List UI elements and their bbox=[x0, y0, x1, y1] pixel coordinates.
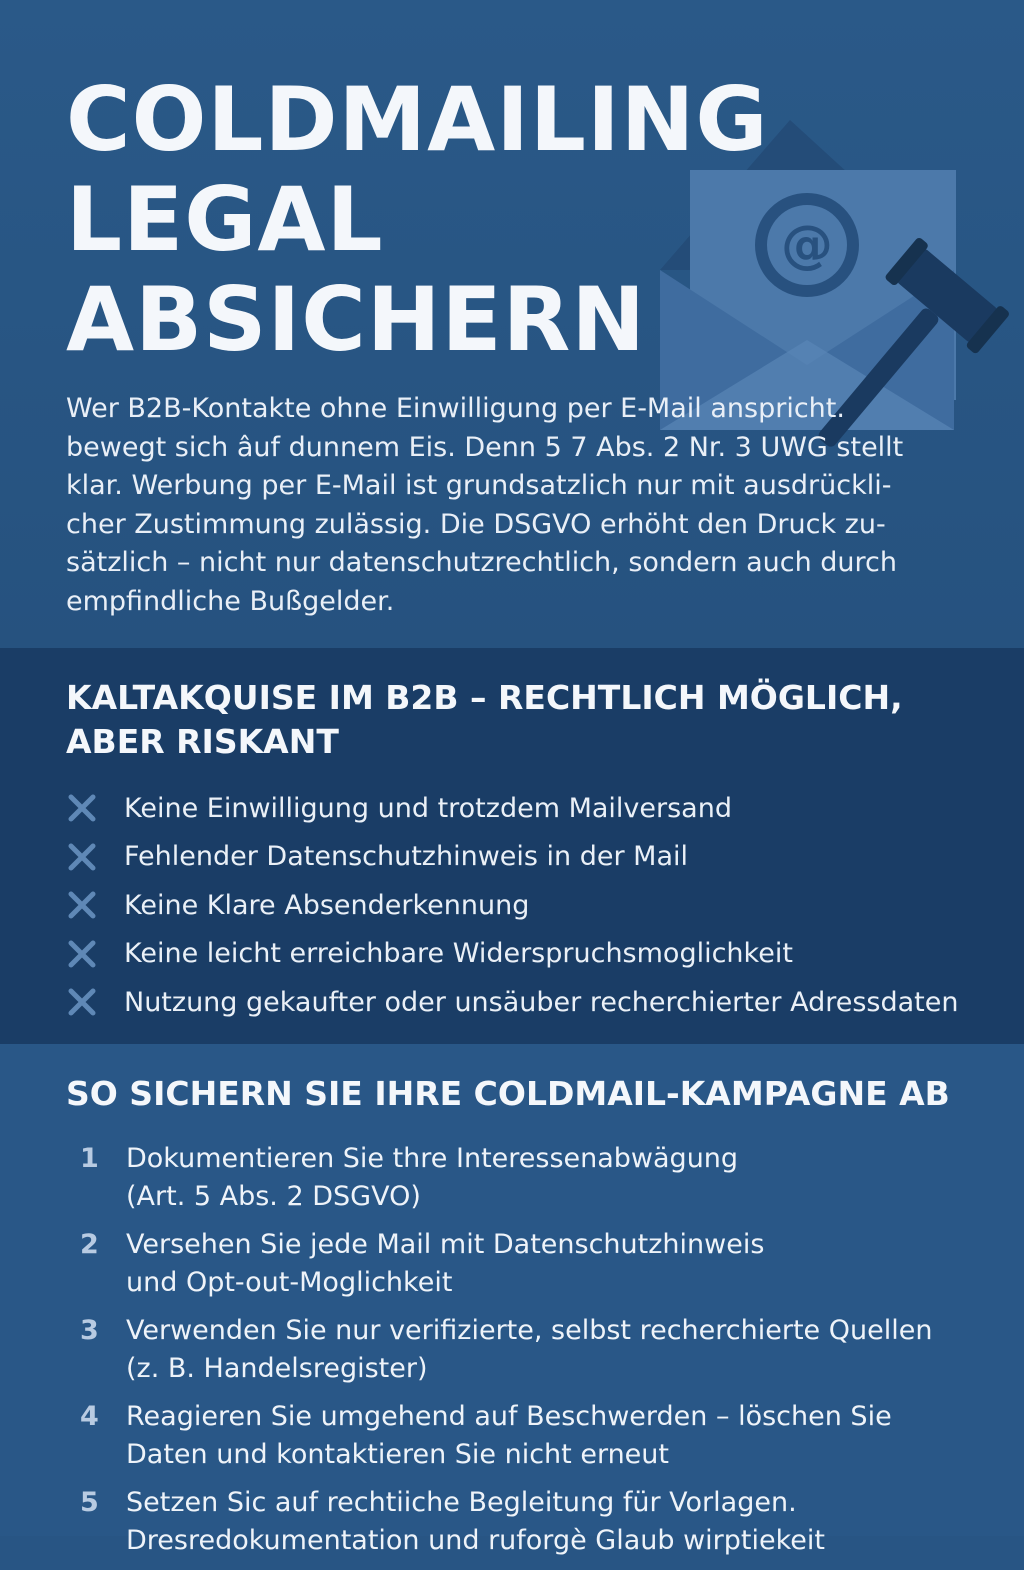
x-icon bbox=[66, 889, 98, 921]
at-symbol: @ bbox=[781, 215, 833, 275]
x-icon bbox=[66, 986, 98, 1018]
step-text bbox=[126, 1140, 738, 1216]
step-list bbox=[66, 1140, 966, 1570]
risk-heading-line: KALTAKQUISE IM B2B – RECHTLICH MÖGLICH, bbox=[66, 678, 903, 717]
risk-item-label: Fehlender Datenschutzhinweis in der Mail bbox=[124, 841, 689, 873]
title-line: LEGAL bbox=[66, 168, 384, 271]
step-item bbox=[66, 1312, 966, 1388]
risk-item-label: Nutzung gekaufter oder unsäuber recherchierter Adressdaten bbox=[124, 986, 959, 1018]
step-line: und Opt-out-Moglichkeit bbox=[126, 1267, 453, 1298]
intro-paragraph bbox=[66, 390, 946, 621]
step-item bbox=[66, 1484, 966, 1560]
step-text bbox=[126, 1312, 932, 1388]
risk-list bbox=[66, 784, 958, 1027]
step-number: 2 bbox=[80, 1229, 99, 1260]
title-line: COLDMAILING bbox=[66, 68, 769, 171]
risk-item bbox=[66, 833, 958, 882]
risk-heading-line: ABER RISKANT bbox=[66, 722, 339, 761]
risk-item bbox=[66, 930, 958, 979]
risk-item bbox=[66, 978, 958, 1027]
intro-line: Wer B2B-Kontakte ohne Einwilligung per E-Mail anspricht. bbox=[66, 393, 845, 424]
intro-line: klar. Werbung per E-Mail ist grundsatzlich nur mit ausdrückli- bbox=[66, 470, 892, 501]
risk-item bbox=[66, 784, 958, 833]
steps-heading: SO SICHERN SIE IHRE COLDMAIL-KAMPAGNE AB bbox=[66, 1074, 950, 1113]
risk-item-label: Keine leicht erreichbare Widerspruchsmoglichkeit bbox=[124, 938, 793, 970]
step-line: Dokumentieren Sie thre Interessenabwägung bbox=[126, 1143, 739, 1174]
hero-section bbox=[0, 0, 1024, 648]
step-text bbox=[126, 1226, 764, 1302]
x-icon bbox=[66, 841, 98, 873]
step-line: Dresredokumentation und ruforgè Glaub wirptiekeit bbox=[126, 1525, 825, 1556]
step-item bbox=[66, 1140, 966, 1216]
step-line: Setzen Sic auf rechtiiche Begleitung für Vorlagen. bbox=[126, 1487, 797, 1518]
step-item bbox=[66, 1398, 966, 1474]
step-line: Daten und kontaktieren Sie nicht erneut bbox=[126, 1439, 669, 1470]
steps-section bbox=[0, 1044, 1024, 1556]
step-line: Verwenden Sie nur verifizierte, selbst recherchierte Quellen bbox=[126, 1315, 933, 1346]
step-number: 4 bbox=[80, 1401, 99, 1432]
intro-line: empfindliche Bußgelder. bbox=[66, 585, 395, 617]
risk-item bbox=[66, 881, 958, 930]
intro-line: bewegt sich âuf dunnem Eis. Denn 5 7 Abs. 2 Nr. 3 UWG stellt bbox=[66, 431, 904, 463]
intro-line: cher Zustimmung zulässig. Die DSGVO erhöht den Druck zu- bbox=[66, 508, 886, 540]
title-line: ABSICHERN bbox=[66, 268, 647, 371]
page-title bbox=[66, 70, 769, 370]
step-line: Versehen Sie jede Mail mit Datenschutzhinweis bbox=[126, 1229, 765, 1260]
step-line: Reagieren Sie umgehend auf Beschwerden – löschen Sie bbox=[126, 1401, 892, 1432]
step-item bbox=[66, 1226, 966, 1302]
risk-section bbox=[0, 648, 1024, 1044]
step-line: (Art. 5 Abs. 2 DSGVO) bbox=[126, 1181, 421, 1212]
step-number: 5 bbox=[80, 1487, 99, 1518]
x-icon bbox=[66, 938, 98, 970]
intro-line: sätzlich – nicht nur datenschutzrechtlich, sondern auch durch bbox=[66, 547, 898, 578]
step-text bbox=[126, 1484, 825, 1560]
x-icon bbox=[66, 792, 98, 824]
step-number: 1 bbox=[80, 1143, 99, 1174]
risk-item-label: Keine Klare Absenderkennung bbox=[124, 889, 530, 921]
risk-item-label: Keine Einwilligung und trotzdem Mailversand bbox=[124, 792, 732, 824]
risk-heading bbox=[66, 676, 966, 764]
step-line: (z. B. Handelsregister) bbox=[126, 1353, 428, 1384]
step-number: 3 bbox=[80, 1315, 99, 1346]
step-text bbox=[126, 1398, 892, 1474]
